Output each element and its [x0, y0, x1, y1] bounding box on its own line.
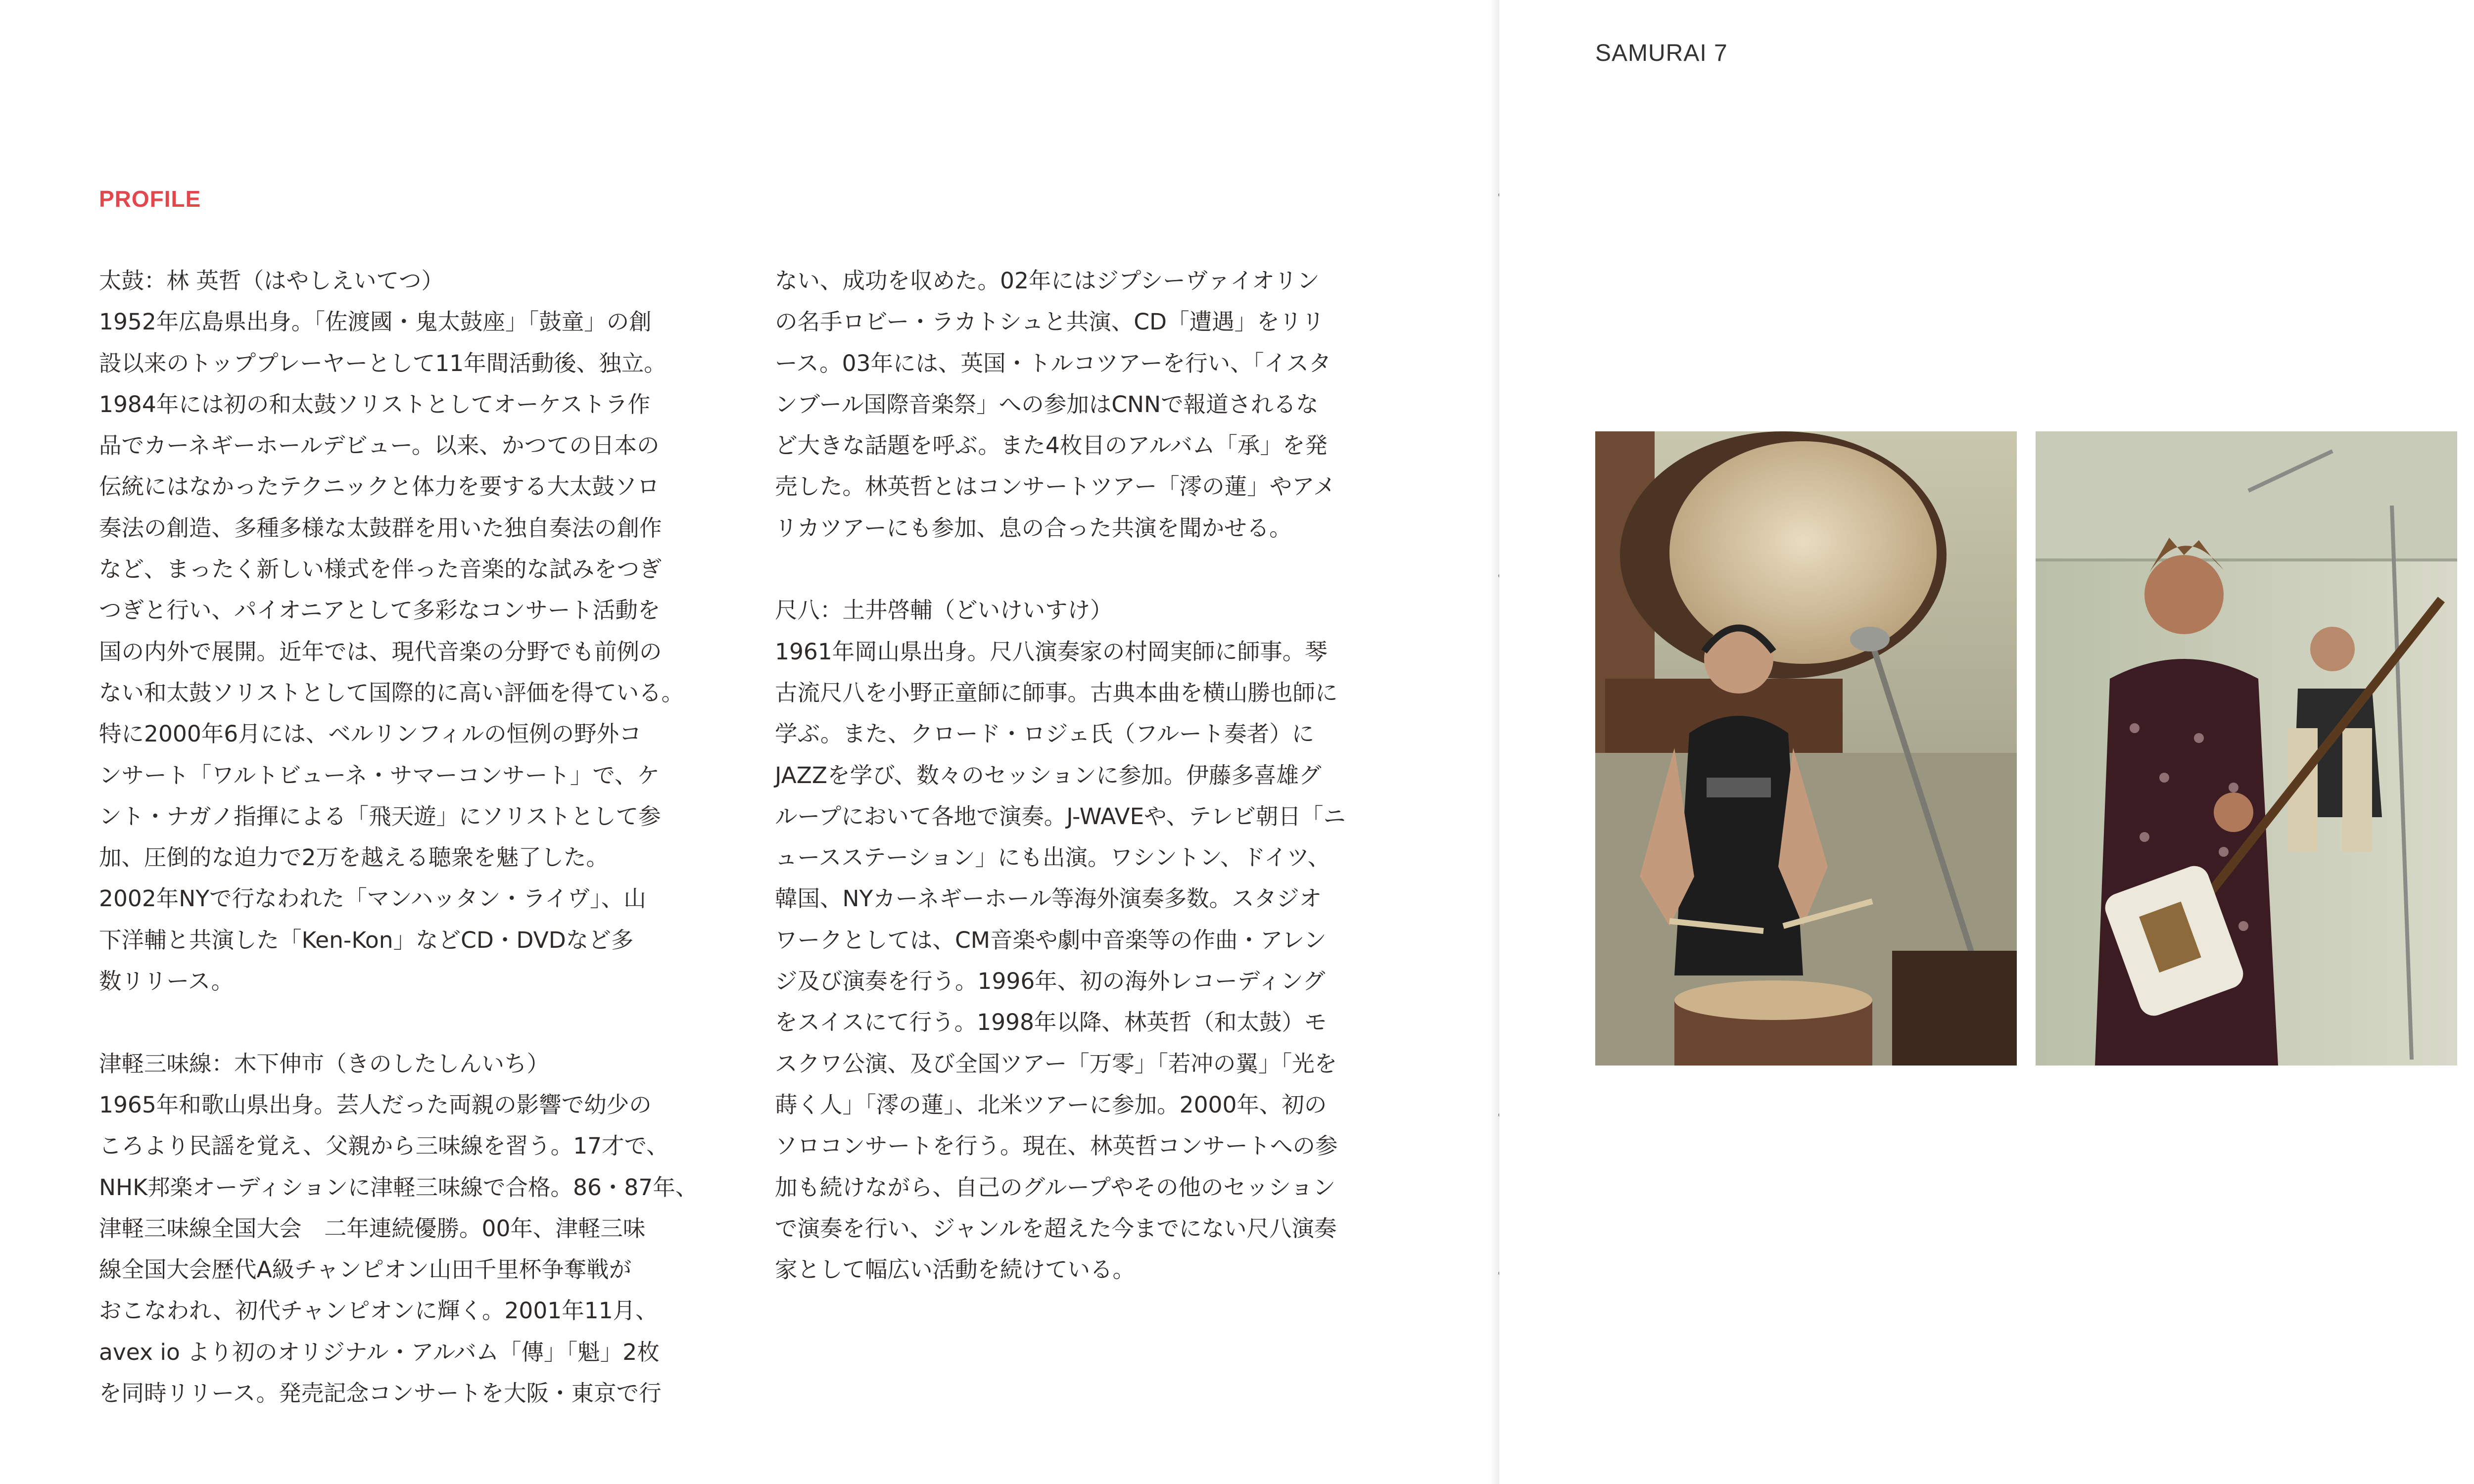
profile-line: 津軽三味線全国大会 二年連続優勝。00年、津軽三味: [99, 1215, 646, 1242]
profile-line: ない和太鼓ソリストとして国際的に高い評価を得ている。: [99, 679, 684, 706]
profile-heading: PROFILE: [99, 186, 201, 212]
profile-line: ない、成功を収めた。02年にはジプシーヴァイオリン: [775, 268, 1320, 294]
paragraph-gap: [99, 1002, 737, 1043]
profile-line: 韓国、NYカーネギーホール等海外演奏多数。スタジオ: [775, 885, 1322, 912]
paragraph-gap: [775, 549, 1413, 590]
profile-line: 1984年には初の和太鼓ソリストとしてオーケストラ作: [99, 391, 651, 417]
profile-line: ど大きな話題を呼ぶ。また4枚目のアルバム「承」を発: [775, 432, 1328, 459]
profile-line: 学ぶ。また、クロード・ロジェ氏（フルート奏者）に: [775, 721, 1315, 747]
profile-line: の名手ロビー・ラカトシュと共演、CD「遭遇」をリリ: [775, 309, 1325, 335]
profile-line: スクワ公演、及び全国ツアー「万零」「若冲の翼」「光を: [775, 1050, 1337, 1077]
profile-line: 1952年広島県出身。「佐渡國・鬼太鼓座」「鼓童」の創: [99, 309, 652, 335]
profile-line: を同時リリース。発売記念コンサートを大阪・東京で行: [99, 1380, 662, 1407]
profile-line: 国の内外で展開。近年では、現代音楽の分野でも前例の: [99, 638, 662, 665]
profile-column-2: [775, 260, 1413, 1290]
profile-line: ュースステーション」にも出演。ワシントン、ドイツ、: [775, 844, 1331, 871]
profile-line: 太鼓：林 英哲（はやしえいてつ）: [99, 268, 444, 294]
profile-line: 家として幅広い活動を続けている。: [775, 1256, 1136, 1283]
profile-line: 下洋輔と共演した「Ken-Kon」などCD・DVDなど多: [99, 927, 634, 953]
profile-line: をスイスにて行う。1998年以降、林英哲（和太鼓）モ: [775, 1009, 1327, 1036]
profile-line: 津軽三味線：木下伸市（きのしたしんいち）: [99, 1050, 550, 1077]
photo-shamisen-player: [2036, 431, 2457, 1066]
profile-line: ンサート「ワルトビューネ・サマーコンサート」で、ケ: [99, 762, 660, 788]
profile-line: 2002年NYで行なわれた「マンハッタン・ライヴ」、山: [99, 885, 646, 912]
profile-line: 売した。林英哲とはコンサートツアー「澪の蓮」やアメ: [775, 473, 1336, 500]
profile-line: ソロコンサートを行う。現在、林英哲コンサートへの参: [775, 1133, 1338, 1159]
profile-line: リカツアーにも参加、息の合った共演を聞かせる。: [775, 514, 1292, 541]
profile-line: ワークとしては、CM音楽や劇中音楽等の作曲・アレン: [775, 927, 1327, 953]
profile-line: 尺八：土井啓輔（どいけいすけ）: [775, 597, 1113, 624]
profile-line: おこなわれ、初代チャンピオンに輝く。2001年11月、: [99, 1298, 658, 1324]
profile-line: 伝統にはなかったテクニックと体力を要する大太鼓ソロ: [99, 473, 660, 500]
profile-line: 1965年和歌山県出身。芸人だった両親の影響で幼少の: [99, 1091, 652, 1118]
profile-line: 品でカーネギーホールデビュー。以来、かつての日本の: [99, 432, 660, 459]
profile-line: avex io より初のオリジナル・アルバム「傳」「魁」2枚: [99, 1339, 660, 1365]
profile-line: ント・ナガノ指揮による「飛天遊」にソリストとして参: [99, 803, 661, 830]
profile-line: NHK邦楽オーディションに津軽三味線で合格。86・87年、: [99, 1174, 698, 1201]
photo-taiko-drummer: [1595, 431, 2017, 1066]
profile-line: 古流尺八を小野正童師に師事。古典本曲を横山勝也師に: [775, 679, 1338, 706]
profile-column-1: [99, 260, 737, 1414]
profile-line: つぎと行い、パイオニアとして多彩なコンサート活動を: [99, 597, 661, 624]
profile-line: 設以来のトッププレーヤーとして11年間活動後、独立。: [99, 350, 666, 376]
profile-line: 奏法の創造、多種多様な太鼓群を用いた独自奏法の創作: [99, 514, 662, 541]
profile-line: ンブール国際音楽祭」への参加はCNNで報道されるな: [775, 391, 1319, 417]
profile-line: 加、圧倒的な迫力で2万を越える聴衆を魅了した。: [99, 844, 609, 871]
profile-line: ループにおいて各地で演奏。J-WAVEや、テレビ朝日「ニ: [775, 803, 1346, 830]
profile-line: ころより民謡を覚え、父親から三味線を習う。17才で、: [99, 1133, 669, 1159]
profile-line: で演奏を行い、ジャンルを超えた今までにない尺八演奏: [775, 1215, 1337, 1242]
profile-line: 1961年岡山県出身。尺八演奏家の村岡実師に師事。琴: [775, 638, 1328, 665]
profile-line: 蒔く人」「澪の蓮」、北米ツアーに参加。2000年、初の: [775, 1091, 1327, 1118]
profile-line: 加も続けながら、自己のグループやその他のセッション: [775, 1174, 1335, 1201]
profile-line: JAZZを学び、数々のセッションに参加。伊藤多喜雄グ: [775, 762, 1322, 788]
profile-line: ジ及び演奏を行う。1996年、初の海外レコーディング: [775, 968, 1326, 995]
profile-line: 数リリース。: [99, 968, 234, 995]
profile-line: ース。03年には、英国・トルコツアーを行い、「イスタ: [775, 350, 1332, 376]
profile-line: 特に2000年6月には、ベルリンフィルの恒例の野外コ: [99, 721, 642, 747]
album-title: SAMURAI 7: [1595, 40, 1728, 66]
profile-line: など、まったく新しい様式を伴った音楽的な試みをつぎ: [99, 556, 662, 583]
profile-line: 線全国大会歴代A級チャンピオン山田千里杯争奪戦が: [99, 1256, 632, 1283]
